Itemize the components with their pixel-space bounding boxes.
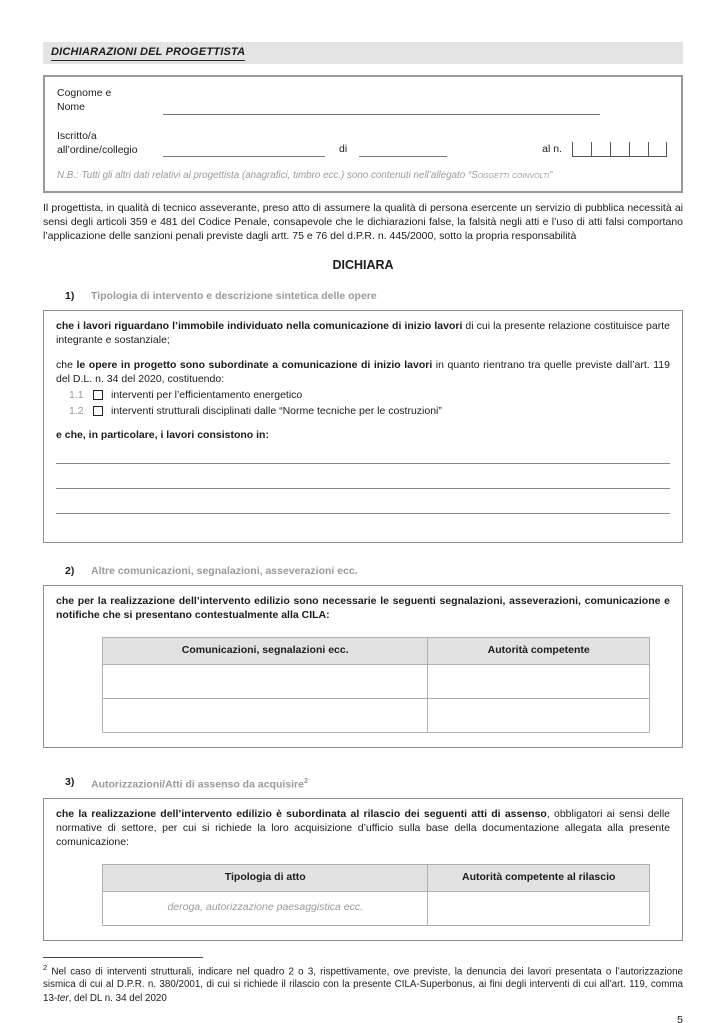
atti-assenso-table — [102, 864, 650, 926]
lavori-descrizione-line-3[interactable] — [56, 489, 670, 514]
footnote-reference: 2 — [303, 775, 309, 785]
box1-paragraph-3: e che, in particolare, i lavori consistono in: — [56, 429, 269, 442]
di-label: di — [339, 142, 348, 155]
page-number: 5 — [677, 1013, 683, 1023]
quadro-1-box — [43, 310, 683, 543]
footnote-rule — [43, 957, 203, 958]
lavori-descrizione-line-1[interactable] — [56, 443, 670, 464]
option-1-1: 1.1 interventi per l’efficientamento energetico — [69, 388, 303, 401]
autorita-cell[interactable] — [428, 698, 650, 732]
col-header-comunicazioni: Comunicazioni, segnalazioni ecc. — [103, 637, 428, 664]
numero-cell[interactable] — [610, 142, 629, 157]
box1-paragraph-1: che i lavori riguardano l’immobile individuato nella comunicazione di inizio lavori di cui la presente relazione costituisce parte integrante e sostanziale; — [56, 320, 670, 347]
dichiara-heading: DICHIARA — [332, 257, 394, 272]
section-3-heading: 3) Autorizzazioni/Atti di assenso da acquisire$^2$ — [65, 775, 309, 791]
autorita-rilascio-cell[interactable] — [428, 891, 650, 925]
autorita-cell[interactable] — [428, 664, 650, 698]
numero-iscrizione-cells[interactable] — [572, 142, 667, 157]
provincia-field[interactable] — [359, 144, 447, 157]
checkbox-icon[interactable] — [93, 390, 103, 400]
section-1-heading: 1) Tipologia di intervento e descrizione sintetica delle opere — [65, 290, 377, 303]
col-header-autorita: Autorità competente — [428, 637, 650, 664]
lavori-descrizione-line-2[interactable] — [56, 464, 670, 489]
table-row — [103, 891, 650, 925]
quadro-3-box — [43, 798, 683, 941]
option-1-2-label: interventi strutturali disciplinati dalle “Norme tecniche per le costruzioni” — [111, 404, 442, 417]
comunicazione-cell[interactable] — [103, 698, 428, 732]
box1-paragraph-2: che le opere in progetto sono subordinate a comunicazione di inizio lavori in quanto rientrano tra quelle previste dall’art. 119 del D.L. n. 34 del 2020, costituendo: — [56, 359, 670, 385]
col-header-autorita-rilascio: Autorità competente al rilascio — [428, 864, 650, 891]
ordine-collegio-field[interactable] — [163, 144, 325, 157]
footnote — [43, 957, 683, 1005]
option-1-2: 1.2 interventi strutturali disciplinati dalle “Norme tecniche per le costruzioni” — [69, 404, 442, 417]
numero-cell[interactable] — [591, 142, 610, 157]
numero-cell[interactable] — [572, 142, 591, 157]
section-2-heading: 2) Altre comunicazioni, segnalazioni, asseverazioni ecc. — [65, 565, 358, 578]
table-row — [103, 698, 650, 732]
quadro-2-box — [43, 585, 683, 748]
al-n-label: al n. — [542, 142, 562, 155]
nb-note: N.B.: Tutti gli altri dati relativi al progettista (anagrafici, timbro ecc.) sono contenuti nell’allegato “Soggetti coinvolti” — [57, 170, 553, 182]
footnote-text: $^2$ Nel caso di interventi strutturali, indicare nel quadro 2 o 3, rispettivamente, ove previste, la denuncia dei lavori presentata o l’autorizzazione sismica di cui al D.P.R. n. 380/2001, di cui si richiede il rilascio con la presente CILA-Superbonus, ai fini degli interventi di cui all’art. 119, comma 13-ter, del DL n. 34 del 2020 — [43, 962, 683, 1004]
option-1-1-label: interventi per l’efficientamento energetico — [111, 388, 303, 401]
box3-paragraph: che la realizzazione dell’intervento edilizio è subordinata al rilascio dei seguenti atti di assenso, obbligatori ai sensi delle normative di settore, per cui si richiede la loro acquisizione d’ufficio sulla base della documentazione allegata alla presente comunicazione: — [56, 808, 670, 848]
table-row — [103, 664, 650, 698]
intro-paragraph: Il progettista, in qualità di tecnico asseverante, preso atto di assumere la qualità di persona esercente un servizio di pubblica necessità ai sensi degli articoli 359 e 481 del Codice Penale, consapevole che le dichiarazioni false, la falsità negli atti e l’uso di atti falsi comportano l’applicazione delle sanzioni penali previste dagli artt. 75 e 76 del d.P.R. n. 445/2000, sotto la propria responsabilità — [43, 202, 683, 243]
col-header-tipologia-atto: Tipologia di atto — [103, 864, 428, 891]
comunicazioni-table — [102, 637, 650, 733]
iscritto-ordine-label: Iscritto/a all’ordine/collegio — [57, 129, 138, 156]
box2-paragraph: che per la realizzazione dell’intervento edilizio sono necessarie le seguenti segnalazioni, asseverazioni, comunicazione e notifiche che si presentano contestualmente alla CILA: — [56, 595, 670, 622]
section-title-bar — [43, 42, 683, 64]
numero-cell[interactable] — [648, 142, 667, 157]
cognome-nome-label: Cognome e Nome — [57, 87, 112, 113]
tipologia-atto-cell[interactable]: deroga, autorizzazione paesaggistica ecc. — [103, 891, 428, 925]
cognome-nome-field[interactable] — [163, 102, 600, 115]
numero-cell[interactable] — [629, 142, 648, 157]
comunicazione-cell[interactable] — [103, 664, 428, 698]
checkbox-icon[interactable] — [93, 406, 103, 416]
progettista-anagrafica-box — [43, 75, 683, 193]
page-title: DICHIARAZIONI DEL PROGETTISTA — [51, 45, 245, 62]
